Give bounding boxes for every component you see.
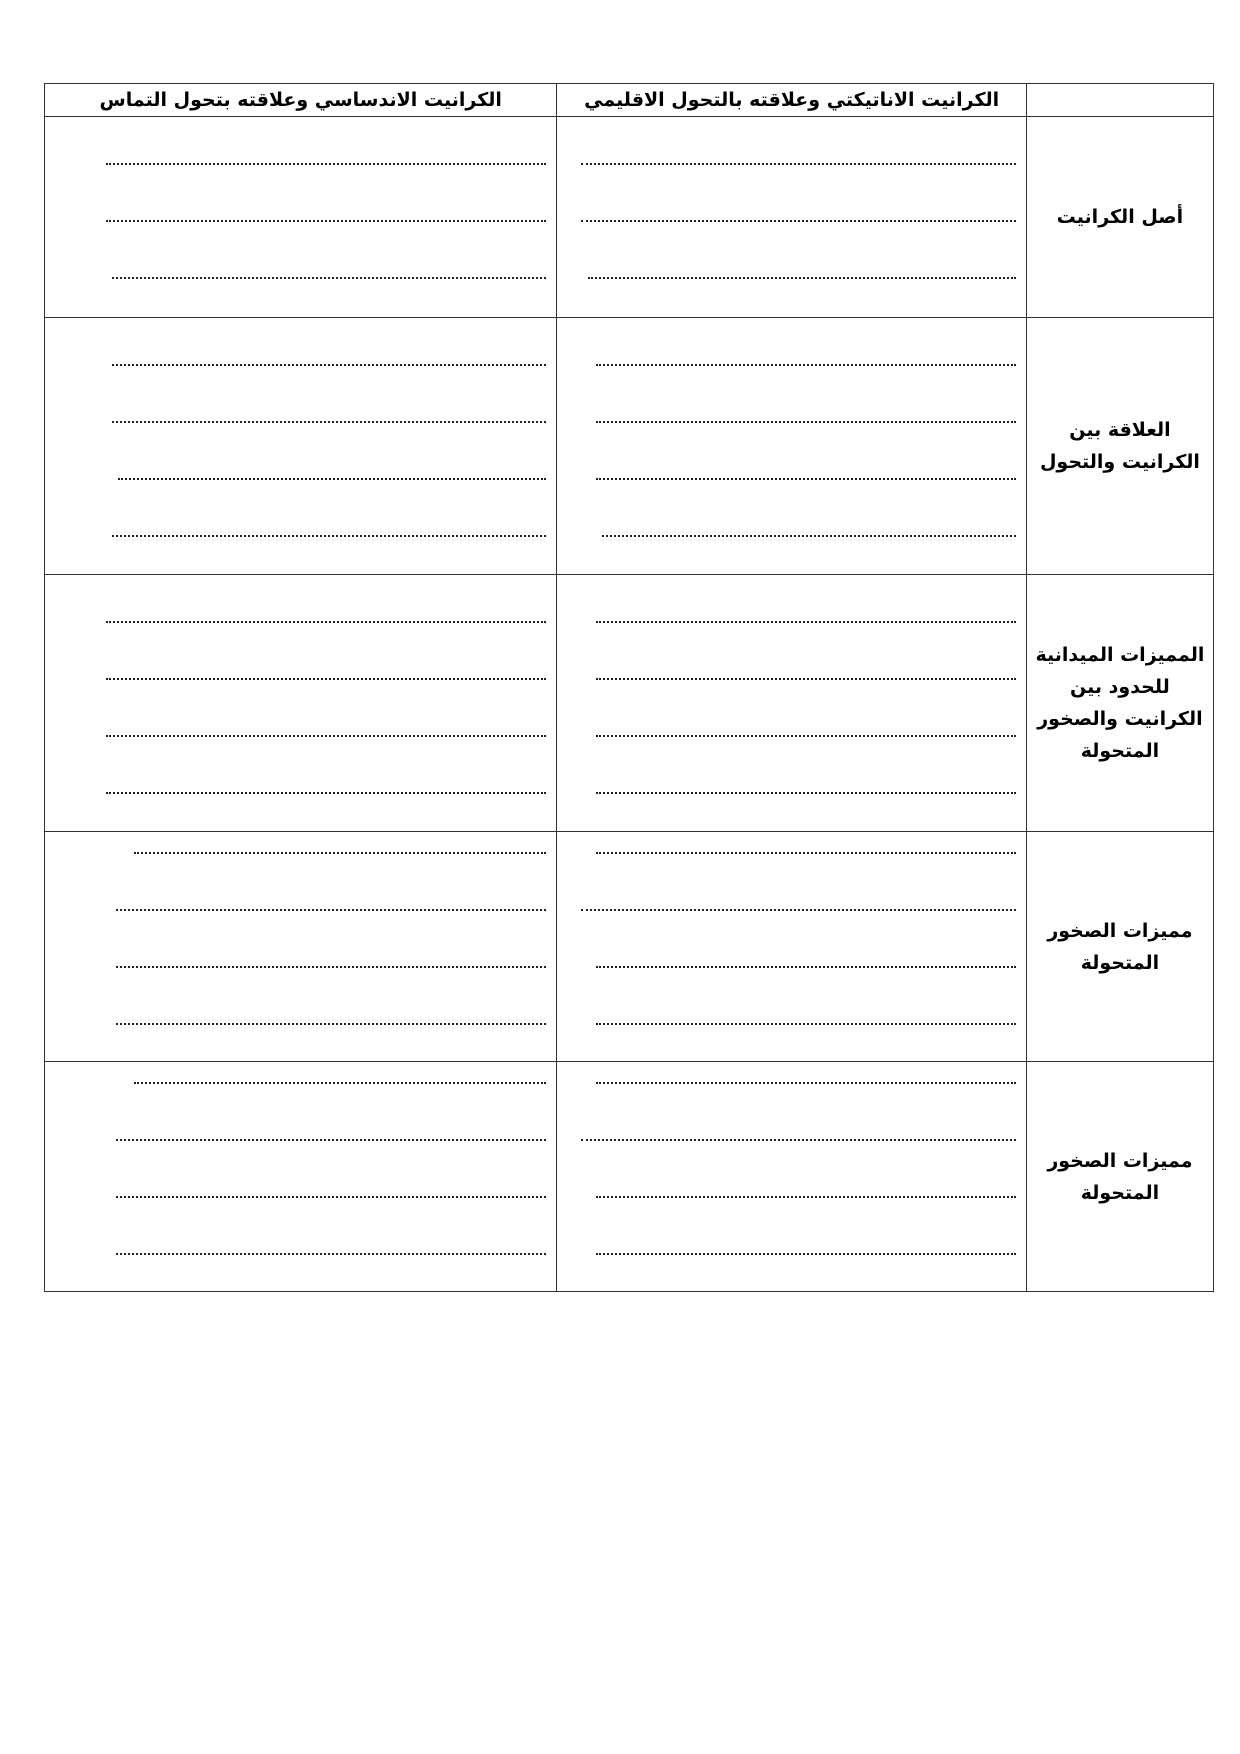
answer-line[interactable] bbox=[581, 220, 1016, 222]
answer-line[interactable] bbox=[602, 535, 1016, 537]
answer-line[interactable] bbox=[596, 735, 1016, 737]
answer-line[interactable] bbox=[581, 163, 1016, 165]
row-label: المميزات الميدانية للحدود بين الكرانيت والصخور المتحولة bbox=[1026, 575, 1213, 832]
answer-line[interactable] bbox=[106, 220, 546, 222]
answer-cell-b[interactable] bbox=[45, 1062, 557, 1292]
answer-line[interactable] bbox=[596, 1253, 1016, 1255]
answer-line[interactable] bbox=[118, 478, 546, 480]
table-row bbox=[45, 117, 1214, 318]
answer-line[interactable] bbox=[106, 735, 546, 737]
answer-cell-b[interactable] bbox=[45, 832, 557, 1062]
row-label: أصل الكرانيت bbox=[1026, 117, 1213, 318]
answer-cell-a[interactable] bbox=[557, 832, 1026, 1062]
answer-line[interactable] bbox=[116, 1023, 546, 1025]
answer-line[interactable] bbox=[596, 621, 1016, 623]
table-row bbox=[45, 575, 1214, 832]
answer-line[interactable] bbox=[588, 277, 1016, 279]
row-label: العلاقة بين الكرانيت والتحول bbox=[1026, 318, 1213, 575]
answer-line[interactable] bbox=[596, 678, 1016, 680]
answer-cell-b[interactable] bbox=[45, 117, 557, 318]
answer-line[interactable] bbox=[106, 792, 546, 794]
answer-line[interactable] bbox=[596, 1196, 1016, 1198]
answer-line[interactable] bbox=[596, 1023, 1016, 1025]
answer-line[interactable] bbox=[116, 1253, 546, 1255]
answer-cell-a[interactable] bbox=[557, 318, 1026, 575]
header-row bbox=[45, 84, 1214, 117]
answer-line[interactable] bbox=[581, 1139, 1016, 1141]
answer-line[interactable] bbox=[116, 1139, 546, 1141]
answer-cell-a[interactable] bbox=[557, 1062, 1026, 1292]
answer-line[interactable] bbox=[596, 1082, 1016, 1084]
table-row bbox=[45, 318, 1214, 575]
answer-line[interactable] bbox=[106, 678, 546, 680]
header-anatectic-granite: الكرانيت الاناتيكتي وعلاقته بالتحول الاقليمي bbox=[557, 84, 1026, 117]
answer-line[interactable] bbox=[596, 421, 1016, 423]
answer-line[interactable] bbox=[116, 966, 546, 968]
table-row bbox=[45, 1062, 1214, 1292]
answer-line[interactable] bbox=[596, 852, 1016, 854]
answer-line[interactable] bbox=[596, 478, 1016, 480]
answer-line[interactable] bbox=[116, 909, 546, 911]
answer-line[interactable] bbox=[134, 852, 546, 854]
header-label-column bbox=[1026, 84, 1213, 117]
answer-line[interactable] bbox=[112, 535, 546, 537]
answer-line[interactable] bbox=[116, 1196, 546, 1198]
answer-cell-a[interactable] bbox=[557, 117, 1026, 318]
answer-line[interactable] bbox=[112, 364, 546, 366]
answer-cell-b[interactable] bbox=[45, 318, 557, 575]
answer-line[interactable] bbox=[112, 277, 546, 279]
worksheet-table bbox=[44, 83, 1214, 1292]
answer-cell-b[interactable] bbox=[45, 575, 557, 832]
table-row bbox=[45, 832, 1214, 1062]
row-label: مميزات الصخور المتحولة bbox=[1026, 1062, 1213, 1292]
header-intrusive-granite: الكرانيت الاندساسي وعلاقته بتحول التماس bbox=[45, 84, 557, 117]
answer-line[interactable] bbox=[112, 421, 546, 423]
answer-line[interactable] bbox=[106, 621, 546, 623]
row-label: مميزات الصخور المتحولة bbox=[1026, 832, 1213, 1062]
answer-line[interactable] bbox=[596, 792, 1016, 794]
answer-line[interactable] bbox=[596, 966, 1016, 968]
answer-line[interactable] bbox=[134, 1082, 546, 1084]
answer-line[interactable] bbox=[596, 364, 1016, 366]
answer-line[interactable] bbox=[106, 163, 546, 165]
answer-cell-a[interactable] bbox=[557, 575, 1026, 832]
answer-line[interactable] bbox=[581, 909, 1016, 911]
